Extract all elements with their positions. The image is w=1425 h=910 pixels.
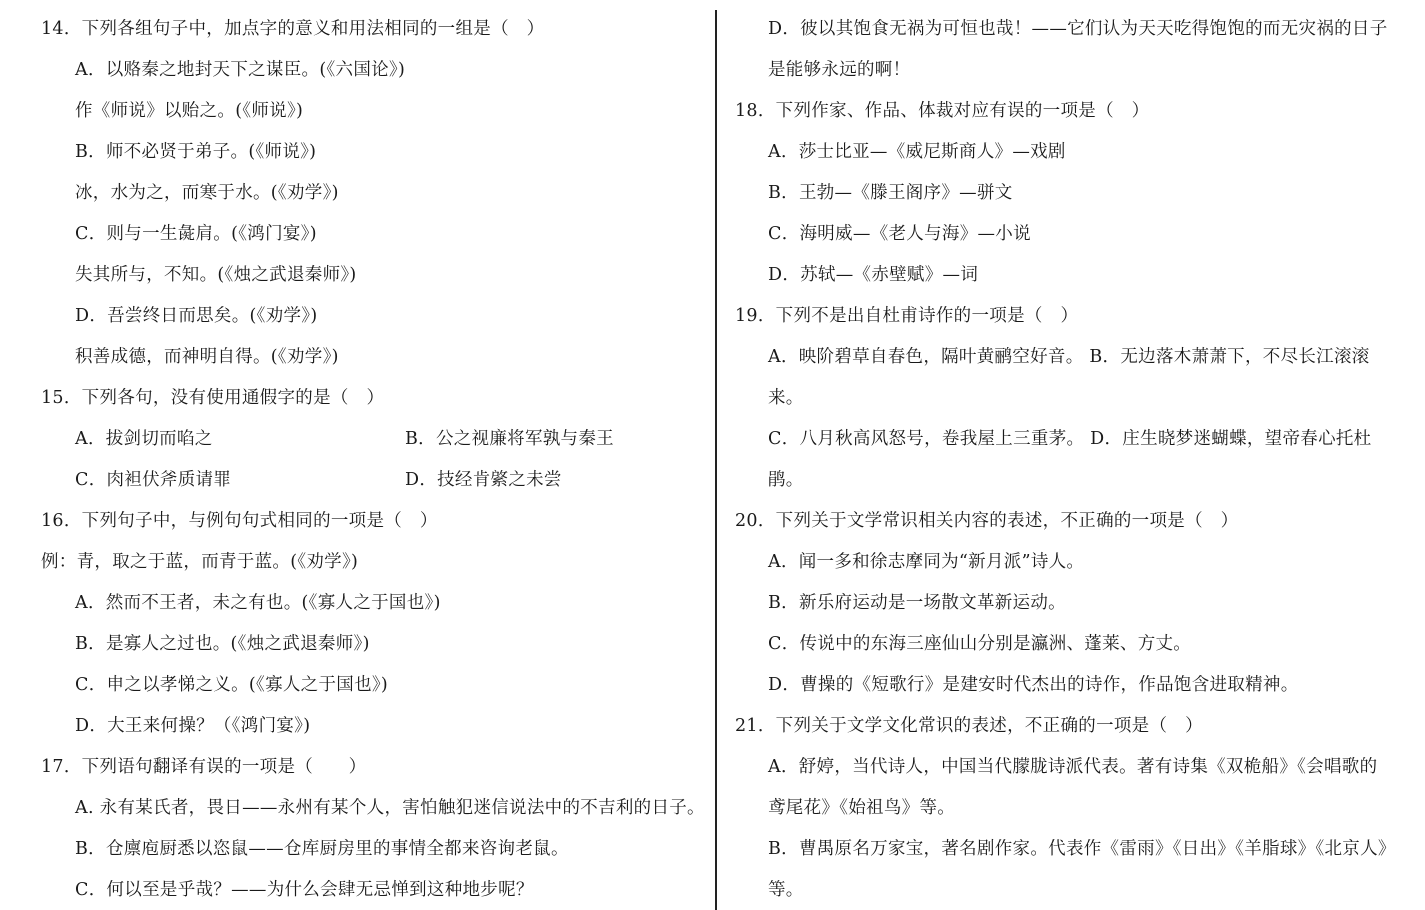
question-21-stem: 21．下列关于文学文化常识的表述，不正确的一项是（ ） [735,716,1203,736]
question-20-option-a: A．闻一多和徐志摩同为“新月派”诗人。 [768,552,1085,572]
question-14-option-c-2: 失其所与，不知。(《烛之武退秦师》) [75,265,357,285]
question-19-option-b-cont: 来。 [768,388,804,408]
question-15-option-a: A．拔剑切而啗之 [75,429,213,449]
question-17-option-d-cont: 是能够永远的啊！ [768,60,911,80]
question-19-option-ab: A．映阶碧草自春色，隔叶黄鹂空好音。 B．无边落木萧萧下，不尽长江滚滚 [768,347,1370,367]
question-18-option-b: B．王勃—《滕王阁序》—骈文 [768,183,1013,203]
question-20-stem: 20．下列关于文学常识相关内容的表述，不正确的一项是（ ） [735,511,1239,531]
question-19-option-cd: C．八月秋高风怒号，卷我屋上三重茅。 D．庄生晓梦迷蝴蝶，望帝春心托杜 [768,429,1372,449]
question-17-option-c: C．何以至是乎哉？——为什么会肆无忌惮到这种地步呢？ [75,880,534,900]
question-20-option-d: D．曹操的《短歌行》是建安时代杰出的诗作，作品饱含进取精神。 [768,675,1299,695]
question-16-option-a: A．然而不王者，未之有也。(《寡人之于国也》) [75,593,441,613]
question-16-stem: 16．下列句子中，与例句句式相同的一项是（ ） [41,511,438,531]
question-21-option-b-cont: 等。 [768,880,804,900]
question-14-option-b-2: 冰，水为之，而寒于水。(《劝学》) [75,183,339,203]
question-17-option-b: B．仓廪庖厨悉以恣鼠——仓库厨房里的事情全都来咨询老鼠。 [75,839,569,859]
question-15-option-b: B．公之视廉将军孰与秦王 [405,429,614,449]
question-18-option-d: D．苏轼—《赤壁赋》—词 [768,265,979,285]
question-14-option-a-2: 作《师说》以贻之。(《师说》) [75,101,304,121]
question-16-option-c: C．申之以孝悌之义。(《寡人之于国也》) [75,675,389,695]
question-14-option-a: A．以赂秦之地封天下之谋臣。(《六国论》) [75,60,406,80]
question-17-option-a: A. 永有某氏者，畏日——永州有某个人，害怕触犯迷信说法中的不吉利的日子。 [75,798,705,818]
question-21-option-a-cont: 鸢尾花》《始祖鸟》等。 [768,798,956,818]
question-21-option-a: A．舒婷，当代诗人，中国当代朦胧诗派代表。著有诗集《双桅船》《会唱歌的 [768,757,1378,777]
question-14-stem: 14．下列各组句子中，加点字的意义和用法相同的一组是（ ） [41,19,545,39]
question-14-option-b: B．师不必贤于弟子。(《师说》) [75,142,317,162]
question-19-stem: 19．下列不是出自杜甫诗作的一项是（ ） [735,306,1079,326]
question-15-option-c: C．肉袒伏斧质请罪 [75,470,232,490]
question-14-option-d: D．吾尝终日而思矣。(《劝学》) [75,306,318,326]
question-19-option-d-cont: 鹃。 [768,470,804,490]
question-16-example: 例：青，取之于蓝，而青于蓝。(《劝学》) [41,552,359,572]
question-16-option-b: B．是寡人之过也。(《烛之武退秦师》) [75,634,370,654]
question-18-option-a: A．莎士比亚—《威尼斯商人》—戏剧 [768,142,1066,162]
column-divider [715,10,717,910]
question-14-option-c: C．则与一生彘肩。(《鸿门宴》) [75,224,317,244]
question-16-option-d: D．大王来何操？（《鸿门宴》) [75,716,311,736]
question-14-option-d-2: 积善成德，而神明自得。(《劝学》) [75,347,339,367]
question-20-option-b: B．新乐府运动是一场散文革新运动。 [768,593,1066,613]
question-15-option-d: D．技经肯綮之未尝 [405,470,562,490]
question-20-option-c: C．传说中的东海三座仙山分别是瀛洲、蓬莱、方丈。 [768,634,1192,654]
right-column [718,0,1425,910]
question-18-stem: 18．下列作家、作品、体裁对应有误的一项是（ ） [735,101,1150,121]
question-17-stem: 17．下列语句翻译有误的一项是（ ） [41,757,367,777]
question-21-option-b: B．曹禺原名万家宝，著名剧作家。代表作《雷雨》《日出》《羊脂球》《北京人》 [768,839,1396,859]
question-18-option-c: C．海明威—《老人与海》—小说 [768,224,1031,244]
question-17-option-d: D．彼以其饱食无祸为可恒也哉！——它们认为天天吃得饱饱的而无灾祸的日子 [768,19,1388,39]
question-15-stem: 15．下列各句，没有使用通假字的是（ ） [41,388,385,408]
